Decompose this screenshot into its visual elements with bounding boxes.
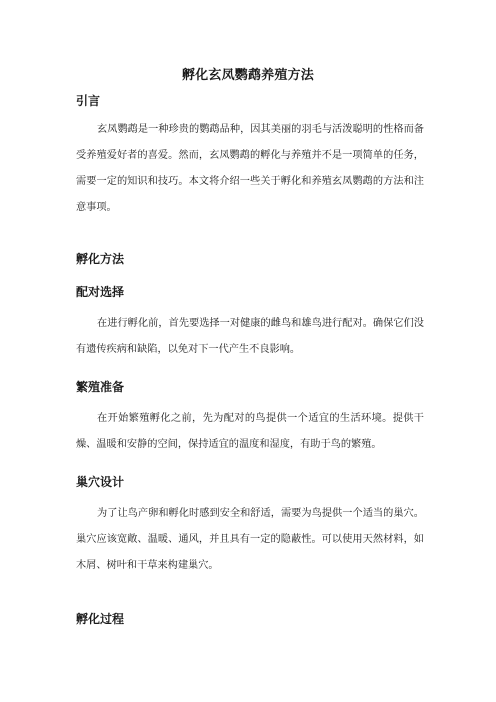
heading-hatching-process: 孵化过程 [76,612,125,626]
heading-nest-design: 巢穴设计 [76,475,125,489]
heading-hatching-method: 孵化方法 [76,252,125,266]
paragraph-pairing: 在进行孵化前，首先要选择一对健康的雌鸟和雄鸟进行配对。确保它们没有遗传疾病和缺陷，以免对下一代产生不良影响。 [76,318,424,355]
heading-breeding-prep: 繁殖准备 [76,380,125,394]
heading-intro: 引言 [76,94,101,108]
heading-pairing: 配对选择 [76,285,125,299]
document-title: 孵化玄凤鹦鹉养殖方法 [181,68,314,83]
paragraph-breeding-prep: 在开始繁殖孵化之前，先为配对的鸟提供一个适宜的生活环境。提供干燥、温暖和安静的空间，保持适宜的温度和湿度，有助于鸟的繁殖。 [76,413,424,450]
paragraph-intro: 玄凤鹦鹉是一种珍贵的鹦鹉品种，因其美丽的羽毛与活泼聪明的性格而备受养殖爱好者的喜爱。然而，玄凤鹦鹉的孵化与养殖并不是一项简单的任务，需要一定的知识和技巧。本文将介绍一些关于孵化和养殖玄凤鹦鹉的方法和注意事项。 [76,124,424,213]
paragraph-nest-design: 为了让鸟产卵和孵化时感到安全和舒适，需要为鸟提供一个适当的巢穴。巢穴应该宽敞、温暖、通风，并且具有一定的隐蔽性。可以使用天然材料，如木屑、树叶和干草来构建巢穴。 [76,508,424,571]
